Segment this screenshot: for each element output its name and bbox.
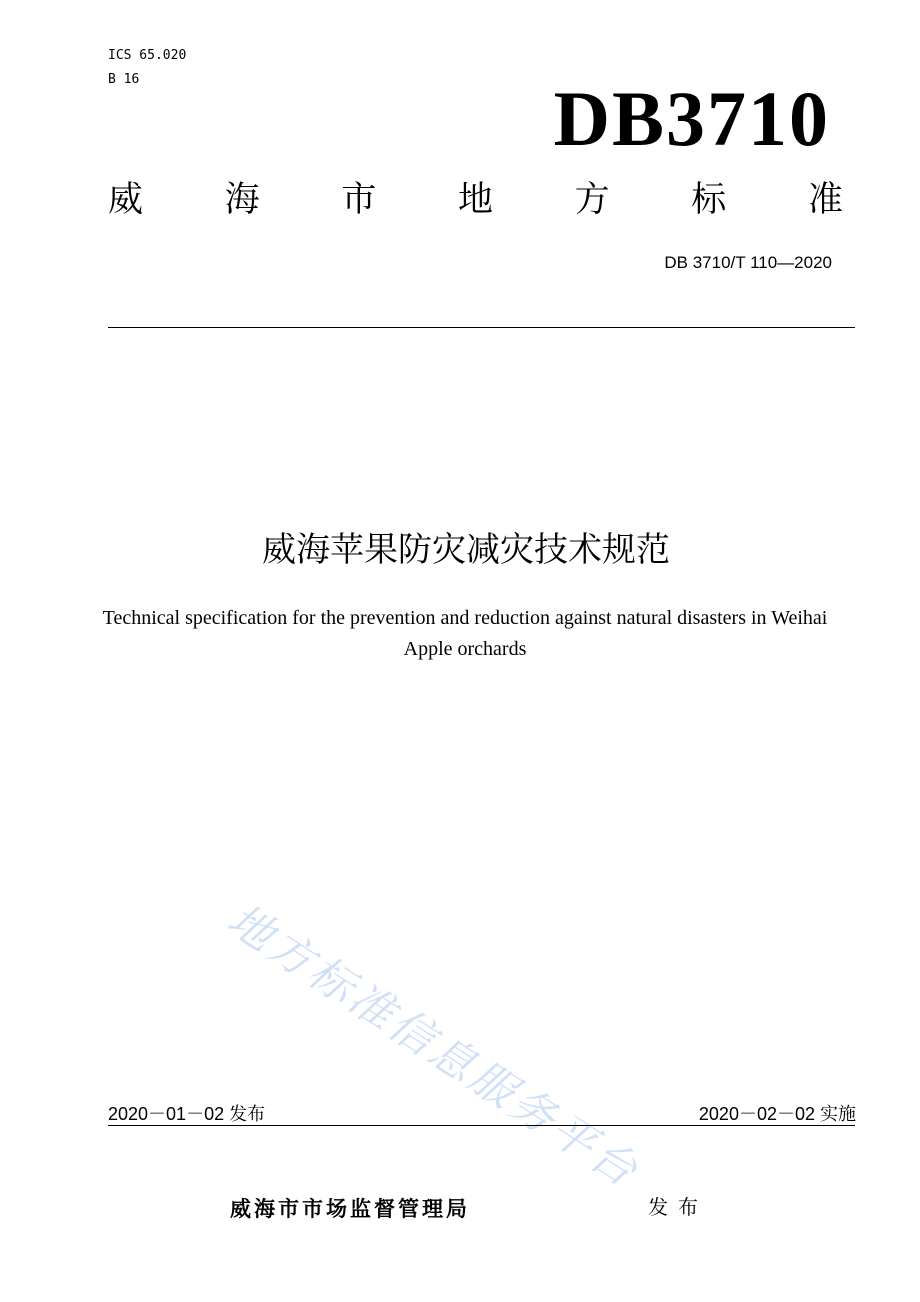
category-char: 地	[457, 180, 493, 220]
document-title-english: Technical specification for the prevention and reduction against natural disasters in Weihai Apple orchards	[102, 607, 828, 660]
category-char: 威	[108, 180, 144, 220]
ics-code: ICS 65.020	[108, 48, 187, 63]
standard-number: DB 3710/T 110—2020	[664, 253, 832, 272]
date-divider	[108, 1125, 855, 1126]
category-char: 准	[807, 180, 843, 220]
issue-date: 2020－01－02 发布	[108, 1104, 266, 1124]
issuing-authority: 威海市市场监督管理局	[230, 1197, 470, 1221]
header-divider	[108, 327, 855, 328]
standard-category	[108, 178, 843, 222]
category-char: 海	[224, 180, 260, 220]
watermark: 地方标准信息服务平台	[218, 894, 649, 1199]
standard-code: DB3710	[553, 75, 830, 162]
classification-code: B 16	[108, 72, 140, 87]
category-char: 方	[574, 180, 610, 220]
publish-label: 发布	[648, 1195, 708, 1219]
category-char: 市	[341, 180, 377, 220]
implementation-date: 2020－02－02 实施	[698, 1104, 856, 1124]
document-title-chinese: 威海苹果防灾减灾技术规范	[262, 530, 670, 570]
category-char: 标	[691, 180, 727, 220]
